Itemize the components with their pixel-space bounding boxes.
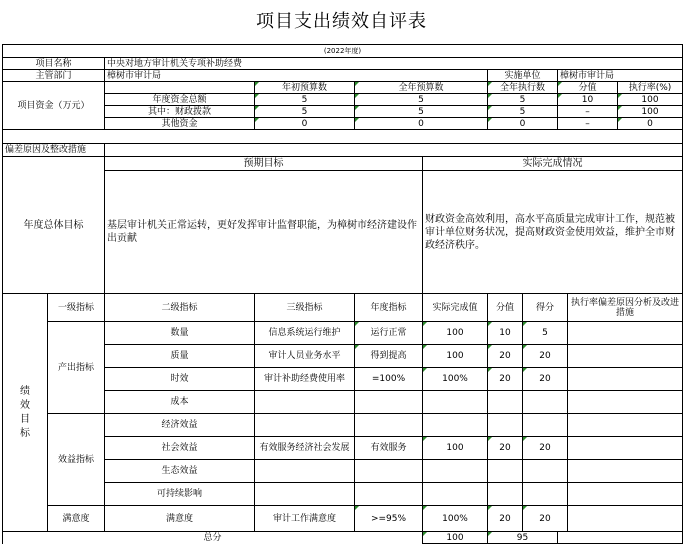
col-header-target: 年度指标 (355, 294, 423, 322)
impl-name: 樟树市审计局 (558, 70, 683, 82)
score-cell: 10 (488, 322, 523, 345)
col-header-score: 分值 (488, 294, 523, 322)
l2-cell: 成本 (105, 391, 255, 414)
annual-goal-label: 年度总体目标 (3, 157, 105, 294)
expected-goal-label: 预期目标 (105, 157, 423, 171)
fund-row-label: 其中：财政拨款 (105, 106, 255, 118)
actual-cell: 100% (423, 506, 488, 532)
funds-label: 项目资金（万元） (3, 82, 105, 130)
actual-cell: 100% (423, 368, 488, 391)
actual-cell: 100 (423, 437, 488, 460)
l3-cell: 审计工作满意度 (255, 506, 355, 532)
fund-cell: 5 (488, 106, 558, 118)
fund-header-5: 执行率(%) (618, 82, 683, 94)
target-cell: 得到提高 (355, 345, 423, 368)
got-cell: 20 (523, 345, 568, 368)
project-name-label: 项目名称 (3, 58, 105, 70)
col-header-l3: 三级指标 (255, 294, 355, 322)
col-header-actual: 实际完成值 (423, 294, 488, 322)
l2-cell: 时效 (105, 368, 255, 391)
fund-cell: 0 (255, 118, 355, 130)
score-cell: 20 (488, 437, 523, 460)
col-header-l1: 一级指标 (48, 294, 105, 322)
actual-cell: 100 (423, 345, 488, 368)
target-cell: 有效服务 (355, 437, 423, 460)
l3-cell: 审计人员业务水平 (255, 345, 355, 368)
actual-result-text: 财政资金高效利用，高水平高质量完成审计工作，规范被审计单位财务状况，提高财政资金使用效益，维护全市财政经济秩序。 (423, 171, 683, 294)
col-header-l2: 二级指标 (105, 294, 255, 322)
total-score: 100 (423, 532, 488, 544)
total-got: 95 (488, 532, 558, 544)
target-cell: >=95% (355, 506, 423, 532)
group-satisfaction: 满意度 (48, 506, 105, 532)
fund-cell: 5 (255, 106, 355, 118)
fund-cell: 0 (488, 118, 558, 130)
fund-cell: – (558, 118, 618, 130)
dept-label: 主管部门 (3, 70, 105, 82)
got-cell: 20 (523, 506, 568, 532)
group-output: 产出指标 (48, 322, 105, 414)
fund-header-2: 全年预算数 (355, 82, 488, 94)
col-header-deviation: 执行率偏差原因分析及改进措施 (568, 294, 683, 322)
fund-cell: 10 (558, 94, 618, 106)
fund-cell: 100 (618, 94, 683, 106)
col-header-got: 得分 (523, 294, 568, 322)
fund-cell: 0 (355, 118, 488, 130)
deviation-label: 偏差原因及整改措施 (3, 144, 105, 157)
fund-header-3: 全年执行数 (488, 82, 558, 94)
actual-result-label: 实际完成情况 (423, 157, 683, 171)
got-cell: 20 (523, 437, 568, 460)
l2-cell: 经济效益 (105, 414, 255, 437)
fund-cell: 5 (255, 94, 355, 106)
l3-cell: 有效服务经济社会发展 (255, 437, 355, 460)
fund-cell: 5 (488, 94, 558, 106)
l2-cell: 满意度 (105, 506, 255, 532)
form-title: 项目支出绩效自评表 (256, 11, 427, 32)
project-name: 中央对地方审计机关专项补助经费 (105, 58, 683, 70)
section-title: 绩效目标 (20, 385, 30, 439)
l2-cell: 可持续影响 (105, 483, 255, 506)
expected-goal-text: 基层审计机关正常运转，更好发挥审计监督职能，为樟树市经济建设作出贡献 (105, 171, 423, 294)
l2-cell: 数量 (105, 322, 255, 345)
evaluation-table (2, 44, 683, 544)
year-cell: (2022年度) (3, 45, 683, 58)
fund-header-1: 年初预算数 (255, 82, 355, 94)
target-cell: 运行正常 (355, 322, 423, 345)
l2-cell: 社会效益 (105, 437, 255, 460)
dept-name: 樟树市审计局 (105, 70, 488, 82)
fund-cell: – (558, 106, 618, 118)
l2-cell: 质量 (105, 345, 255, 368)
score-cell: 20 (488, 506, 523, 532)
score-cell: 20 (488, 345, 523, 368)
l3-cell: 审计补助经费使用率 (255, 368, 355, 391)
got-cell: 5 (523, 322, 568, 345)
total-label: 总分 (3, 532, 423, 544)
fund-header-4: 分值 (558, 82, 618, 94)
group-benefit: 效益指标 (48, 414, 105, 506)
got-cell: 20 (523, 368, 568, 391)
fund-row-label: 其他资金 (105, 118, 255, 130)
l2-cell: 生态效益 (105, 460, 255, 483)
l3-cell: 信息系统运行维护 (255, 322, 355, 345)
impl-label: 实施单位 (488, 70, 558, 82)
actual-cell: 100 (423, 322, 488, 345)
performance-goal-section (3, 294, 48, 532)
score-cell: 20 (488, 368, 523, 391)
fund-cell: 0 (618, 118, 683, 130)
fund-cell: 5 (355, 94, 488, 106)
fund-cell: 100 (618, 106, 683, 118)
target-cell: =100% (355, 368, 423, 391)
fund-cell: 5 (355, 106, 488, 118)
fund-row-label: 年度资金总额 (105, 94, 255, 106)
